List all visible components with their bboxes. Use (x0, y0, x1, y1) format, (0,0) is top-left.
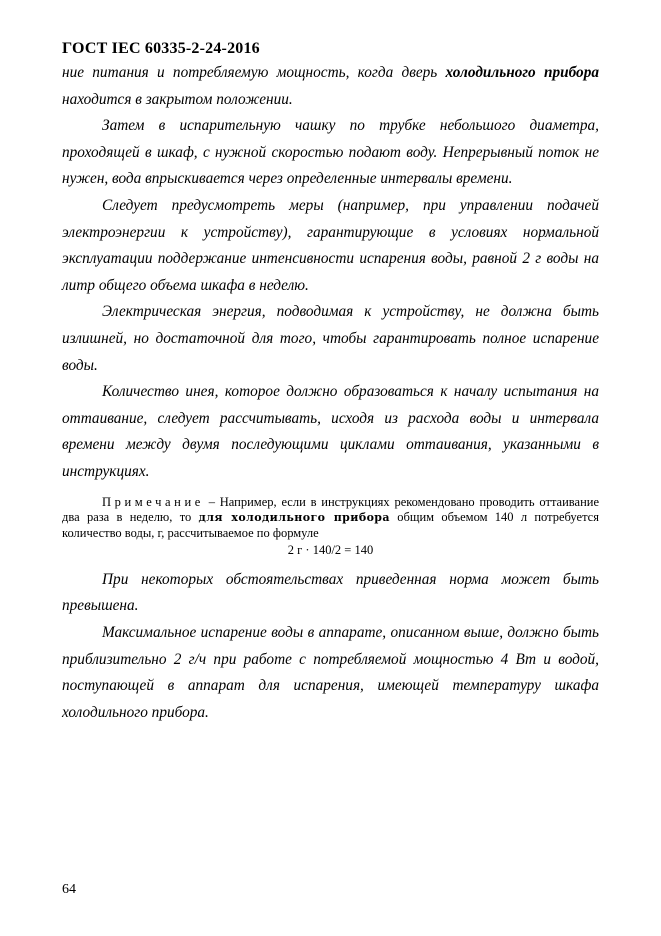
paragraph-measures: Следует предусмотреть меры (например, при управлении подачей электроэнергии к устройству), гарантирующие в условиях нормальной эксплуатации поддержание интенсивности испарения воды, равной 2 г воды на литр общего объема шкафа в неделю. (62, 196, 599, 294)
document-body (62, 60, 599, 726)
note-text-part: Например, если в инструкциях рекомендовано проводить оттаивание два раза в неделю, то (62, 494, 600, 525)
paragraph-max-evaporation: Максимальное испарение воды в аппарате, описанном выше, должно быть приблизительно 2 г/ч при работе с потребляемой мощностью 4 Вт и водой, поступающей в аппарат для испарения, имеющей температуру шкафа холодильного прибора. (62, 624, 599, 721)
paragraph-water-supply: Затем в испарительную чашку по трубке небольшого диаметра, проходящей в шкаф, с нужной скоростью подают воду. Непрерывный поток не нужен, вода впрыскивается через определенные интервалы времени. (62, 117, 599, 188)
note-dash: – (203, 494, 220, 509)
paragraph-text: ние питания и потребляемую мощность, когда дверь (62, 64, 446, 81)
paragraph-continuation (62, 60, 599, 113)
defined-term: холодильного прибора (445, 64, 599, 81)
note-defined-term: для холодильного прибора (198, 511, 390, 525)
paragraph-norm-exceeded: При некоторых обстоятельствах приведенная норма может быть превышена. (62, 570, 599, 615)
paragraph-text: находится в закрытом положении. (62, 90, 293, 108)
note-label: Примечание (102, 494, 204, 509)
note-block (62, 495, 599, 559)
page-header: ГОСТ IEC 60335-2-24-2016 (62, 40, 260, 57)
note-text (62, 495, 599, 542)
page-number: 64 (62, 882, 76, 897)
note-text-part: общим объемом 140 л потребуется количество воды, г, рассчитываемое по формуле (62, 510, 599, 540)
paragraph-frost-amount: Количество инея, которое должно образоваться к началу испытания на оттаивание, следует рассчитывать, исходя из расхода воды и интервала времени между двумя последующими циклами оттаивания, указанными в инструкциях. (62, 383, 599, 480)
paragraph-energy: Электрическая энергия, подводимая к устройству, не должна быть излишней, но достаточной для того, чтобы гарантировать полное испарение воды. (62, 303, 599, 374)
note-formula: 2 г · 140/2 = 140 (287, 543, 374, 558)
